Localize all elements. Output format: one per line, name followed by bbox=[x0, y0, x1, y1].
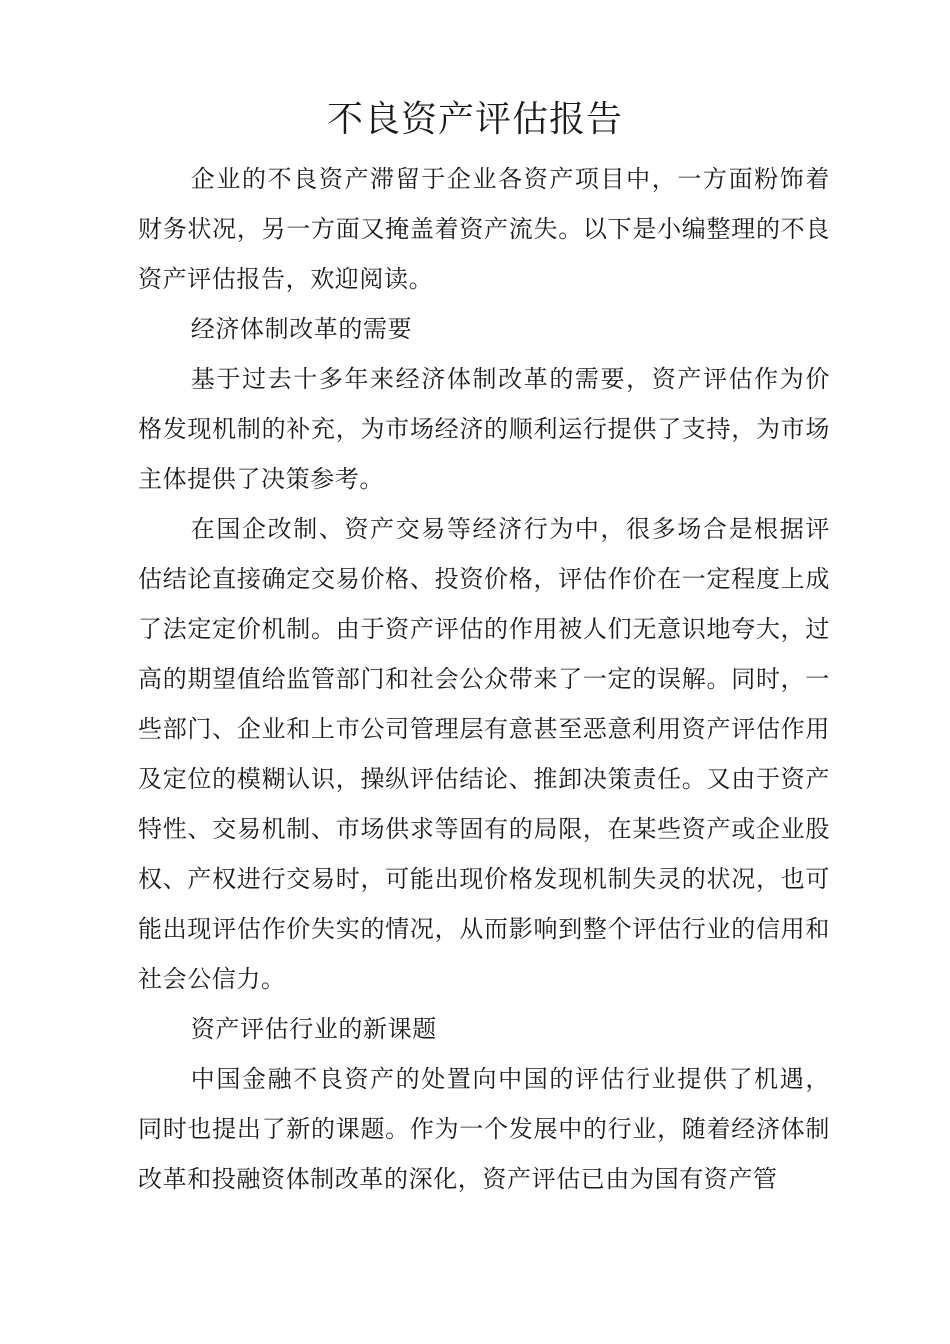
body-paragraph: 在国企改制、资产交易等经济行为中，很多场合是根据评估结论直接确定交易价格、投资价格，评估作价在一定程度上成了法定定价机制。由于资产评估的作用被人们无意识地夸大，过高的期望值给监管部门和社会公众带来了一定的误解。同时，一些部门、企业和上市公司管理层有意甚至恶意利用资产评估作用及定位的模糊认识，操纵评估结论、推卸决策责任。又由于资产特性、交易机制、市场供求等固有的局限，在某些资产或企业股权、产权进行交易时，可能出现价格发现机制失灵的状况，也可能出现评估作价失实的情况，从而影响到整个评估行业的信用和社会公信力。 bbox=[138, 515, 830, 993]
document-body bbox=[138, 154, 830, 1204]
document-title: 不良资产评估报告 bbox=[326, 99, 623, 140]
body-paragraph: 中国金融不良资产的处置向中国的评估行业提供了机遇，同时也提出了新的课题。作为一个发展中的行业，随着经济体制改革和投融资体制改革的深化，资产评估已由为国有资产管 bbox=[138, 1065, 830, 1193]
body-paragraph: 基于过去十多年来经济体制改革的需要，资产评估作为价格发现机制的补充，为市场经济的顺利运行提供了支持，为市场主体提供了决策参考。 bbox=[138, 365, 830, 493]
intro-paragraph: 企业的不良资产滞留于企业各资产项目中，一方面粉饰着财务状况，另一方面又掩盖着资产流失。以下是小编整理的不良资产评估报告，欢迎阅读。 bbox=[138, 165, 830, 293]
section-heading-reform: 经济体制改革的需要 bbox=[190, 315, 413, 343]
section-heading-new-topics: 资产评估行业的新课题 bbox=[190, 1015, 437, 1043]
